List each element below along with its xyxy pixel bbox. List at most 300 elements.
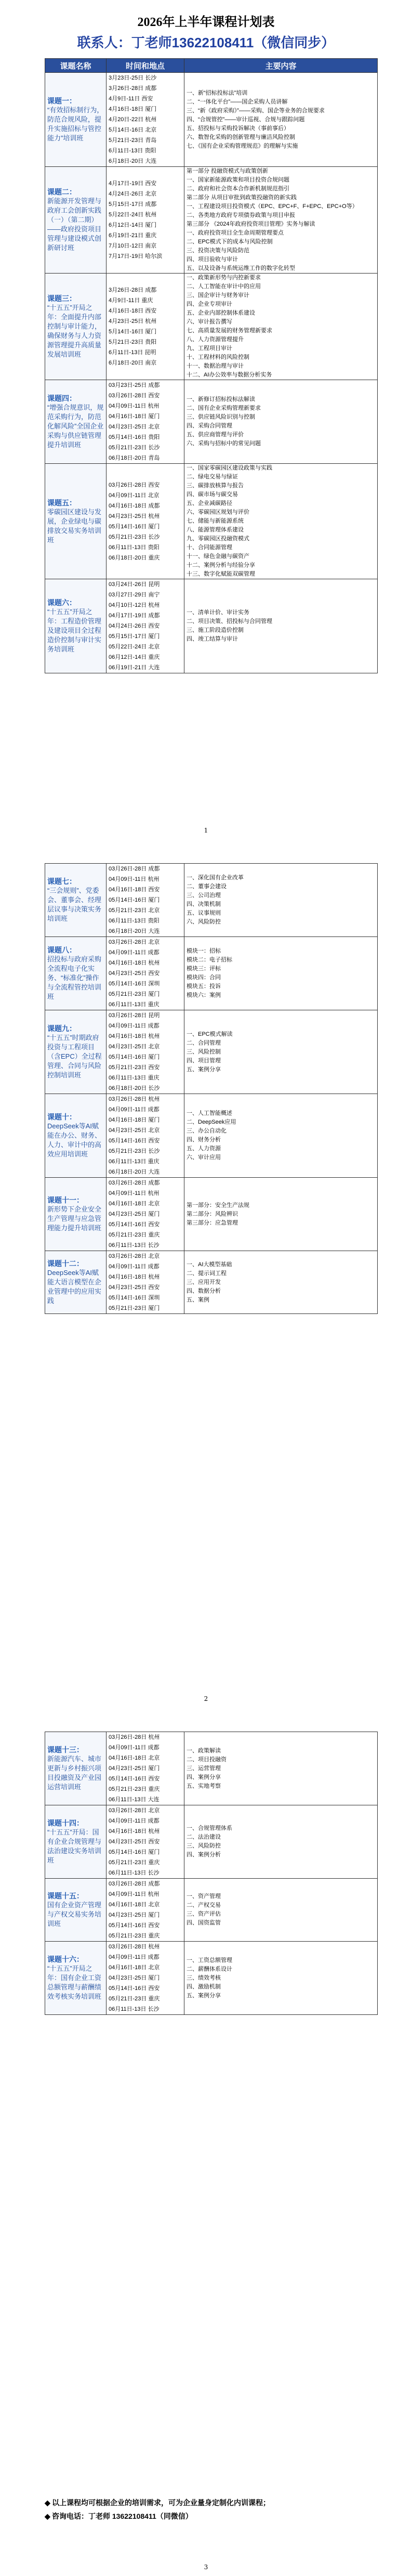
content-line: 七、高质量发展的财务管理新要求 — [187, 328, 272, 334]
date-location-item: 06月18日-20日 大连 — [109, 1169, 160, 1175]
course-dates-cell — [107, 274, 184, 380]
content-line: 四、案例分析 — [187, 1852, 221, 1858]
course-content-cell — [184, 1732, 378, 1805]
content-line: 三、供应链风险识别与控制 — [187, 414, 255, 420]
date-location-item: 6月11日-13日 昆明 — [109, 349, 156, 356]
content-line: 二、EPC模式下的成本与风险控制 — [187, 239, 273, 245]
header-time-place: 时间和地点 — [107, 59, 184, 73]
page-number: 2 — [204, 1695, 208, 1702]
course-title: “增强合规意识，规范采购行为，防范化解风险”全国企业采购与供应链管理提升培训班 — [47, 404, 104, 449]
date-location-item: 4月9日-11日 西安 — [109, 96, 153, 102]
course-dates-cell — [107, 73, 184, 167]
course-content-cell — [184, 464, 378, 579]
page-number: 3 — [204, 2564, 208, 2571]
date-location-item: 05月21日-23日 重庆 — [109, 1996, 160, 2002]
date-location-item: 06月11日-13日 长沙 — [109, 1870, 160, 1876]
content-line: 四、项目管理 — [187, 1057, 221, 1064]
course-title: 国有企业资产管理与产权交易实务培训班 — [47, 1901, 102, 1928]
content-line: 五、以及设备与系统运维工作的数字化转型 — [187, 265, 295, 271]
date-location-item: 4月23日-25日 杭州 — [109, 318, 157, 324]
date-location-item: 03月26日-28日 北京 — [109, 939, 160, 945]
content-line: 第二部分 从项目审批到政策投融资的新实践 — [187, 194, 297, 201]
date-location-item: 04月16日-18日 厦门 — [109, 413, 160, 420]
content-line: 第三部分：应急管理 — [187, 1219, 238, 1226]
date-location-item: 05月21日-23日 重庆 — [109, 1232, 160, 1238]
date-location-item: 06月11日-13日 贵阳 — [109, 544, 160, 551]
date-location-item: 04月16日-18日 北京 — [109, 1902, 160, 1908]
course-title: “十五五”时期政府投资与工程项目（含EPC）全过程管理、合同与风险控制培训班 — [47, 1034, 102, 1079]
course-name-cell — [45, 1094, 107, 1178]
course-name-cell — [45, 1732, 107, 1805]
course-name-cell — [45, 1010, 107, 1094]
course-name-cell — [45, 274, 107, 380]
date-location-item: 06月11日-13日 大连 — [109, 1797, 160, 1803]
date-location-item: 4月24日-26日 北京 — [109, 191, 157, 197]
content-line: 二、法治建设 — [187, 1834, 221, 1840]
content-line: 一、国家新能源政策和项目投资合规问题 — [187, 177, 289, 183]
content-line: 二、绿电交易与绿证 — [187, 474, 238, 480]
content-line: 三、办公自动化 — [187, 1128, 227, 1134]
date-location-item: 04月23日-25日 厦门 — [109, 1975, 160, 1981]
date-location-item: 06月11日-13日 长沙 — [109, 2006, 160, 2012]
course-dates-cell — [107, 1942, 184, 2015]
date-location-item: 04月09日-11日 杭州 — [109, 876, 160, 882]
date-location-item: 04月23日-25日 厦门 — [109, 1765, 160, 1772]
content-line: 一、人工智能概述 — [187, 1110, 232, 1116]
date-location-item: 04月16日-18日 北京 — [109, 1964, 160, 1971]
date-location-item: 04月16日-18日 北京 — [109, 1201, 160, 1207]
date-location-item: 6月18日-20日 大连 — [109, 158, 157, 164]
content-line: 四、国资监管 — [187, 1920, 221, 1926]
date-location-item: 04月16日-18日 厦门 — [109, 1117, 160, 1123]
course-row — [45, 1879, 378, 1942]
date-location-item: 03月26日-28日 成都 — [109, 866, 160, 872]
course-name-cell — [45, 937, 107, 1010]
date-location-item: 6月11日-13日 贵阳 — [109, 148, 156, 154]
date-location-item: 03月26日-28日 成都 — [109, 1881, 160, 1887]
course-content-cell — [184, 380, 378, 464]
schedule-table-page-1 — [45, 58, 378, 673]
date-location-item: 5月21日-23日 青岛 — [109, 137, 157, 144]
content-line: 一、深化国有企业改革 — [187, 875, 244, 881]
date-location-item: 05月14日-16日 深圳 — [109, 981, 160, 987]
content-line: 四、激励机制 — [187, 1983, 221, 1990]
course-name-cell — [45, 1879, 107, 1942]
content-line: 四、案例分享 — [187, 1774, 221, 1780]
course-row — [45, 579, 378, 673]
date-location-item: 05月21日-23日 长沙 — [109, 445, 160, 451]
date-location-item: 05月21日-23日 厦门 — [109, 991, 160, 997]
content-line: 第三部分 《2024年政府投资项目管理》实务与解读 — [187, 221, 315, 227]
course-content-cell — [184, 274, 378, 380]
date-location-item: 04月09日-11日 北京 — [109, 492, 160, 499]
content-line: 五、人力资源 — [187, 1146, 221, 1152]
course-label: 课题一： — [47, 97, 76, 105]
content-line: 第一部分：安全生产法规 — [187, 1202, 249, 1208]
content-line: 二、项目决策、招投标与合同管理 — [187, 618, 272, 625]
content-line: 十、工程材料的风险控制 — [187, 354, 249, 360]
date-location-item: 04月23日-25日 北京 — [109, 424, 160, 430]
date-location-item: 05月14日-16日 西安 — [109, 1985, 160, 1992]
course-content-cell — [184, 1805, 378, 1879]
course-label: 课题十二： — [47, 1259, 84, 1268]
content-line: 二、合同管理 — [187, 1039, 221, 1046]
content-line: 七、《国有企业采购管理规范》的理解与实施 — [187, 142, 298, 149]
date-location-item: 04月23日-25日 西安 — [109, 970, 160, 977]
content-line: 五、案例分享 — [187, 1066, 221, 1073]
course-name-cell — [45, 1251, 107, 1314]
content-line: 四、数据分析 — [187, 1287, 221, 1294]
date-location-item: 4月16日-18日 西安 — [109, 308, 157, 314]
course-title: 招投标与政府采购全流程电子化实务、“标准化”操作与全流程管控培训班 — [47, 955, 102, 1000]
content-line: 五、议事规则 — [187, 910, 221, 916]
course-row — [45, 864, 378, 937]
date-location-item: 04月16日-18日 北京 — [109, 1755, 160, 1761]
course-name-cell — [45, 73, 107, 167]
date-location-item: 04月16日-18日 杭州 — [109, 960, 160, 966]
course-content-cell — [184, 73, 378, 167]
content-line: 三、国企审计与财务审计 — [187, 292, 249, 298]
date-location-item: 4月17日-19日 西安 — [109, 180, 157, 187]
date-location-item: 5月15日-17日 成都 — [109, 201, 157, 207]
date-location-item: 06月11日-13日 重庆 — [109, 1001, 160, 1008]
course-title: “十五五”开局之年：国有企业工资总额管理与薪酬绩效考核实务培训班 — [47, 1964, 102, 2000]
course-title: “三会规则”、党委会、董事会、经理层议事与决策实务培训班 — [47, 887, 102, 922]
date-location-item: 05月14日-16日 深圳 — [109, 1295, 160, 1301]
content-line: 二、董事会建设 — [187, 883, 227, 890]
date-location-item: 06月18日-20日 重庆 — [109, 554, 160, 561]
course-row — [45, 1942, 378, 2015]
date-location-item: 5月21日-23日 贵阳 — [109, 339, 157, 345]
course-dates-cell — [107, 1732, 184, 1805]
course-label: 课题七： — [47, 877, 76, 886]
schedule-table-page-3 — [45, 1732, 378, 2015]
content-line: 一、工资总额管理 — [187, 1957, 232, 1963]
date-location-item: 04月16日-18日 成都 — [109, 502, 160, 509]
course-name-cell — [45, 579, 107, 673]
date-location-item: 7月17日-19日 哈尔滨 — [109, 253, 163, 259]
date-location-item: 06月18日-20日 大连 — [109, 928, 160, 934]
date-location-item: 05月14日-16日 西安 — [109, 1221, 160, 1228]
course-label: 课题十四： — [47, 1819, 84, 1827]
content-line: 五、供应商管理与评价 — [187, 432, 244, 438]
content-line: 五、招投标与采购投诉解决（事前事后） — [187, 125, 289, 132]
date-location-item: 6月12日-14日 厦门 — [109, 222, 157, 228]
date-location-item: 6月18日-20日 南京 — [109, 360, 157, 366]
course-label: 课题五： — [47, 498, 76, 507]
content-line: 十、合同能源管理 — [187, 544, 232, 551]
content-line: 二、各类地方政府专项债券政策与项目申报 — [187, 212, 295, 218]
date-location-item: 3月26日-28日 成都 — [109, 85, 157, 92]
course-content-cell — [184, 1178, 378, 1251]
course-row — [45, 1805, 378, 1879]
content-line: 七、储能与新能源系统 — [187, 518, 244, 524]
content-line: 一、资产管理 — [187, 1893, 221, 1900]
course-row — [45, 464, 378, 579]
course-content-cell — [184, 937, 378, 1010]
date-location-item: 06月18日-20日 青岛 — [109, 455, 160, 461]
content-line: 十一、绿色金融与碳资产 — [187, 553, 249, 560]
date-location-item: 04月23日-25日 西安 — [109, 1284, 160, 1291]
course-dates-cell — [107, 1094, 184, 1178]
course-content-cell — [184, 1942, 378, 2015]
course-title: “十五五”开局之年：工程造价管理及建设项目全过程造价控制与审计实务培训班 — [47, 608, 102, 653]
content-line: 一、国家零碳园区建设政策与实践 — [187, 465, 272, 471]
header-content: 主要内容 — [184, 59, 378, 73]
notes-block — [45, 2496, 377, 2523]
date-location-item: 06月12日-14日 重庆 — [109, 654, 160, 660]
date-location-item: 04月23日-25日 北京 — [109, 1127, 160, 1134]
page-title: 2026年上半年课程计划表 — [137, 16, 275, 29]
date-location-item: 4月16日-18日 厦门 — [109, 106, 157, 112]
page-number: 1 — [204, 827, 208, 834]
course-dates-cell — [107, 380, 184, 464]
course-title: 新形势下企业安全生产管理与应急管理能力提升培训班 — [47, 1205, 102, 1232]
date-location-item: 04月23日-25日 杭州 — [109, 513, 160, 519]
course-label: 课题十三： — [47, 1746, 84, 1754]
content-line: 六、风险防控 — [187, 919, 221, 925]
date-location-item: 05月14日-16日 贵阳 — [109, 434, 160, 440]
content-line: 一、新修订招标投标法解读 — [187, 396, 255, 402]
course-title: DeepSeek等AI赋能在办公、财务、人力、审计中的高效应用培训班 — [47, 1122, 102, 1158]
content-line: 十三、数字化赋能双碳管理 — [187, 571, 255, 577]
course-row — [45, 1178, 378, 1251]
date-location-item: 03月26日-28日 北京 — [109, 1253, 160, 1259]
date-location-item: 05月21日-23日 长沙 — [109, 534, 160, 540]
content-line: 二、提示词工程 — [187, 1270, 227, 1277]
schedule-table-page-2 — [45, 863, 378, 1314]
course-row — [45, 380, 378, 464]
content-line: 二、人工智能在审计中的应用 — [187, 283, 261, 290]
content-line: 四、决策机制 — [187, 901, 221, 907]
date-location-item: 05月21日-23日 重庆 — [109, 1933, 160, 1939]
content-line: 三、风险防控 — [187, 1843, 221, 1849]
date-location-item: 3月23日-25日 长沙 — [109, 75, 157, 81]
date-location-item: 3月26日-28日 成都 — [109, 287, 157, 293]
date-location-item: 03月26日-28日 北京 — [109, 1807, 160, 1814]
content-line: 四、企业专项审计 — [187, 301, 232, 307]
date-location-item: 03月23日-25日 成都 — [109, 382, 160, 388]
course-content-cell — [184, 579, 378, 673]
date-location-item: 04月16日-18日 杭州 — [109, 1274, 160, 1280]
content-line: 一、AI大模型基础 — [187, 1261, 232, 1268]
date-location-item: 03月26日-28日 成都 — [109, 1180, 160, 1186]
date-location-item: 6月19日-21日 重庆 — [109, 232, 157, 239]
date-location-item: 03月26日-28日 西安 — [109, 482, 160, 488]
course-name-cell — [45, 167, 107, 274]
note-item: ◆ 咨询电话：丁老师 13622108411（同微信） — [45, 2509, 377, 2523]
date-location-item: 03月27日-29日 南宁 — [109, 592, 160, 598]
course-content-cell — [184, 1094, 378, 1178]
course-dates-cell — [107, 864, 184, 937]
date-location-item: 05月21日-23日 长沙 — [109, 1148, 160, 1154]
date-location-item: 06月18日-20日 长沙 — [109, 1085, 160, 1091]
date-location-item: 05月14日-16日 厦门 — [109, 1849, 160, 1855]
content-line: 二、“一体化平台”——国企采购人员讲解 — [187, 98, 288, 105]
course-row — [45, 1732, 378, 1805]
content-line: 六、采购与招标中的常见问题 — [187, 440, 261, 447]
course-dates-cell — [107, 1010, 184, 1094]
course-content-cell — [184, 167, 378, 274]
course-label: 课题十一： — [47, 1196, 84, 1204]
content-line: 二、政府和社会资本合作新机制规范指引 — [187, 186, 289, 192]
course-title: 新能源开发管理与政府工会创新实践（一）（第二期）——政府投资项目管理与建设模式创新研讨班 — [47, 197, 102, 252]
course-name-cell — [45, 1942, 107, 2015]
course-name-cell — [45, 1805, 107, 1879]
content-line: 五、案例分享 — [187, 1992, 221, 1999]
content-line: 四、项目验收与审计 — [187, 256, 238, 263]
date-location-item: 4月20日-22日 杭州 — [109, 116, 157, 123]
course-dates-cell — [107, 464, 184, 579]
date-location-item: 04月16日-18日 杭州 — [109, 1828, 160, 1835]
date-location-item: 06月11日-13日 贵阳 — [109, 918, 160, 924]
date-location-item: 04月09日-11日 杭州 — [109, 403, 160, 409]
date-location-item: 03月26日-28日 杭州 — [109, 1096, 160, 1102]
note-item: ◆ 以上课程均可根据企业的培训需求，可为企业量身定制化内训课程； — [45, 2496, 377, 2509]
course-label: 课题八： — [47, 946, 76, 954]
course-row — [45, 274, 378, 380]
date-location-item: 05月15日-17日 厦门 — [109, 633, 160, 640]
date-location-item: 7月10日-12日 南京 — [109, 243, 157, 249]
date-location-item: 04月23日-25日 西安 — [109, 1839, 160, 1845]
content-line: 三、“新《政府采购》”——采购、国企等业务的合规要求 — [187, 107, 325, 114]
date-location-item: 04月17日-19日 成都 — [109, 613, 160, 619]
date-location-item: 04月16日-18日 杭州 — [109, 1033, 160, 1039]
date-location-item: 04月23日-25日 厦门 — [109, 1912, 160, 1918]
course-name-cell — [45, 464, 107, 579]
course-label: 课题九： — [47, 1024, 76, 1033]
content-line: 五、企业减碳路径 — [187, 500, 232, 506]
course-dates-cell — [107, 1805, 184, 1879]
course-content-cell — [184, 1010, 378, 1094]
date-location-item: 04月24日-26日 西安 — [109, 623, 160, 629]
date-location-item: 05月21日-23日 西安 — [109, 1064, 160, 1071]
date-location-item: 04月09日-11日 成都 — [109, 1023, 160, 1029]
content-line: 模块五：投诉 — [187, 983, 221, 990]
date-location-item: 06月11日-13日 重庆 — [109, 1159, 160, 1165]
content-line: 一、清单计价、审计实务 — [187, 609, 249, 616]
date-location-item: 5月22日-24日 杭州 — [109, 212, 157, 218]
course-name-cell — [45, 1178, 107, 1251]
content-line: 六、审计应用 — [187, 1154, 221, 1161]
date-location-item: 03月24日-26日 昆明 — [109, 581, 160, 588]
course-row — [45, 1094, 378, 1178]
content-line: 二、薪酬体系设计 — [187, 1966, 232, 1972]
content-line: 九、工程项目审计 — [187, 345, 232, 352]
course-content-cell — [184, 1251, 378, 1314]
content-line: 三、资产评估 — [187, 1911, 221, 1917]
date-location-item: 04月10日-12日 杭州 — [109, 602, 160, 608]
content-line: 第二部分：风险辨识 — [187, 1211, 238, 1217]
date-location-item: 4月9日-11日 重庆 — [109, 297, 153, 304]
date-location-item: 04月23日-25日 北京 — [109, 1044, 160, 1050]
content-line: 二、项目投融资 — [187, 1756, 227, 1763]
date-location-item: 05月14日-16日 西安 — [109, 1922, 160, 1929]
date-location-item: 04月16日-18日 西安 — [109, 887, 160, 893]
content-line: 十二、案例分析与经验分享 — [187, 562, 255, 568]
content-line: 八、能源管理体系建设 — [187, 527, 244, 533]
content-line: 二、DeepSeek应用 — [187, 1119, 236, 1125]
content-line: 模块一：招标 — [187, 948, 221, 954]
content-line: 模块三：评标 — [187, 966, 221, 972]
content-line: 三、公司治理 — [187, 892, 221, 899]
date-location-item: 03月26日-28日 西安 — [109, 393, 160, 399]
date-location-item: 05月14日-16日 厦门 — [109, 1054, 160, 1060]
content-line: 四、竣工结算与审计 — [187, 636, 238, 642]
content-line: 三、应用开发 — [187, 1279, 221, 1285]
content-line: 一、政府投资项目全生命周期管理要点 — [187, 230, 284, 236]
date-location-item: 05月14日-16日 厦门 — [109, 897, 160, 903]
content-line: 五、案例 — [187, 1296, 209, 1303]
table-header-row — [45, 59, 378, 73]
course-content-cell — [184, 1879, 378, 1942]
date-location-item: 03月26日-28日 昆明 — [109, 1012, 160, 1019]
course-title: “十五五”开局：国有企业合规管理与法治建设实务培训班 — [47, 1828, 102, 1864]
course-row — [45, 937, 378, 1010]
date-location-item: 05月21日-23日 重庆 — [109, 1786, 160, 1792]
course-name-cell — [45, 380, 107, 464]
course-title: “十五五”开局之年：全面提升内部控制与审计能力，确保财务与人力资源管理提升高质量发展培训班 — [47, 304, 102, 358]
content-line: 四、财务分析 — [187, 1137, 221, 1143]
course-dates-cell — [107, 579, 184, 673]
content-line: 三、碳排放核算与报告 — [187, 483, 244, 489]
date-location-item: 04月09日-11日 成都 — [109, 1264, 160, 1270]
date-location-item: 06月11日-13日 长沙 — [109, 1242, 160, 1248]
course-label: 课题二： — [47, 188, 76, 196]
content-line: 一、EPC模式解读 — [187, 1031, 233, 1037]
content-line: 五、实地考察 — [187, 1783, 221, 1789]
course-row — [45, 167, 378, 274]
date-location-item: 03月26日-28日 杭州 — [109, 1734, 160, 1740]
content-line: 八、人力资源管理提升 — [187, 336, 244, 343]
header-course-name: 课题名称 — [45, 59, 107, 73]
content-line: 三、风险控制 — [187, 1048, 221, 1055]
date-location-item: 05月14日-16日 西安 — [109, 1138, 160, 1144]
diamond-bullet-icon: ◆ — [45, 2499, 50, 2507]
course-label: 课题三： — [47, 294, 76, 303]
date-location-item: 05月21日-23日 重庆 — [109, 1859, 160, 1866]
content-line: 模块二：电子招标 — [187, 957, 232, 963]
date-location-item: 05月22日-24日 北京 — [109, 644, 160, 650]
course-title: DeepSeek等AI赋能大语言模型在企业管理中的应用实践 — [47, 1269, 102, 1305]
course-title: 新能源汽车、城市更新与乡村振兴项目投融资及产业园运营培训班 — [47, 1755, 102, 1791]
course-row — [45, 73, 378, 167]
date-location-item: 04月09日-11日 成都 — [109, 949, 160, 956]
date-location-item: 06月11日-13日 重庆 — [109, 1075, 160, 1081]
course-content-cell — [184, 864, 378, 937]
date-location-item: 05月14日-16日 厦门 — [109, 523, 160, 530]
content-line: 一、政策新形势与内控新要求 — [187, 275, 261, 281]
content-line: 十二、AI办公效率与数据分析实务 — [187, 372, 272, 378]
date-location-item: 04月09日-11日 成都 — [109, 1107, 160, 1113]
date-location-item: 5月14日-16日 北京 — [109, 127, 157, 133]
date-location-item: 05月21日-23日 北京 — [109, 907, 160, 914]
date-location-item: 04月09日-11日 杭州 — [109, 1891, 160, 1897]
content-line: 九、零碳园区投融资模式 — [187, 536, 249, 542]
course-label: 课题六： — [47, 599, 76, 607]
course-label: 课题四： — [47, 394, 76, 402]
date-location-item: 05月14日-16日 西安 — [109, 1776, 160, 1782]
content-line: 三、施工阶段造价控制 — [187, 627, 244, 633]
course-title: 零碳园区建设与发展，企业绿电与碳排放交易实务培训班 — [47, 508, 102, 544]
content-line: 二、国有企业采购管理新要求 — [187, 405, 261, 411]
content-line: 六、审计报告撰写 — [187, 319, 232, 325]
date-location-item: 04月23日-25日 厦门 — [109, 1211, 160, 1217]
course-title: “有效招标制行为，防范合规风险，提升实施招标与管控能力”培训班 — [47, 106, 104, 142]
content-line: 三、绩效考核 — [187, 1974, 221, 1981]
content-line: 六、零碳园区规划与评价 — [187, 509, 249, 515]
course-dates-cell — [107, 1251, 184, 1314]
